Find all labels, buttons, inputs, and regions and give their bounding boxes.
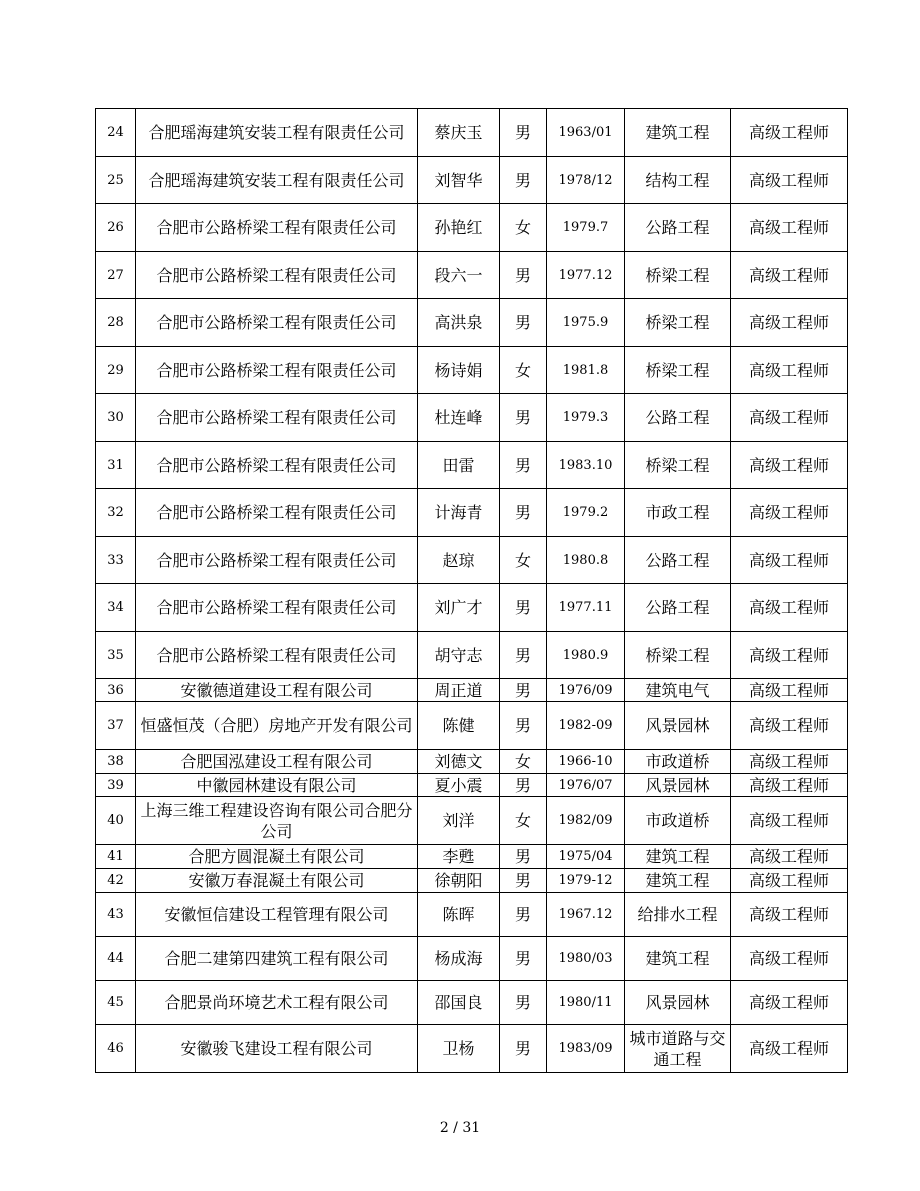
table-row: [96, 774, 848, 797]
professional-title-cell: 高级工程师: [731, 157, 848, 204]
major-cell: 城市道路与交通工程: [625, 1025, 731, 1073]
birth-date-cell: 1983.10: [547, 442, 625, 489]
table-row: [96, 347, 848, 394]
unit-name-cell: 合肥市公路桥梁工程有限责任公司: [136, 584, 418, 632]
table-row: [96, 584, 848, 632]
row-number-cell: 30: [96, 394, 136, 442]
unit-name-cell: 安徽恒信建设工程管理有限公司: [136, 893, 418, 937]
table-row: [96, 157, 848, 204]
table-row: [96, 537, 848, 584]
table-row: [96, 632, 848, 679]
table-row: [96, 750, 848, 774]
professional-title-cell: 高级工程师: [731, 869, 848, 893]
unit-name-cell: 合肥市公路桥梁工程有限责任公司: [136, 347, 418, 394]
gender-cell: 女: [500, 204, 547, 252]
row-number-cell: 32: [96, 489, 136, 537]
gender-cell: 男: [500, 702, 547, 750]
professional-title-cell: 高级工程师: [731, 774, 848, 797]
row-number-cell: 24: [96, 109, 136, 157]
major-cell: 桥梁工程: [625, 299, 731, 347]
person-name-cell: 杨成海: [418, 937, 500, 981]
unit-name-cell: 合肥瑶海建筑安装工程有限责任公司: [136, 109, 418, 157]
roster-table: [95, 108, 848, 1073]
major-cell: 公路工程: [625, 394, 731, 442]
professional-title-cell: 高级工程师: [731, 702, 848, 750]
birth-date-cell: 1979.3: [547, 394, 625, 442]
birth-date-cell: 1980.8: [547, 537, 625, 584]
gender-cell: 女: [500, 797, 547, 845]
unit-name-cell: 合肥市公路桥梁工程有限责任公司: [136, 632, 418, 679]
unit-name-cell: 合肥国泓建设工程有限公司: [136, 750, 418, 774]
person-name-cell: 夏小震: [418, 774, 500, 797]
professional-title-cell: 高级工程师: [731, 489, 848, 537]
person-name-cell: 邵国良: [418, 981, 500, 1025]
major-cell: 建筑电气: [625, 679, 731, 702]
row-number-cell: 40: [96, 797, 136, 845]
person-name-cell: 段六一: [418, 252, 500, 299]
birth-date-cell: 1976/09: [547, 679, 625, 702]
table-row: [96, 981, 848, 1025]
major-cell: 桥梁工程: [625, 252, 731, 299]
gender-cell: 女: [500, 750, 547, 774]
person-name-cell: 刘广才: [418, 584, 500, 632]
major-cell: 桥梁工程: [625, 632, 731, 679]
table-row: [96, 252, 848, 299]
major-cell: 市政工程: [625, 489, 731, 537]
professional-title-cell: 高级工程师: [731, 584, 848, 632]
gender-cell: 男: [500, 1025, 547, 1073]
gender-cell: 男: [500, 845, 547, 869]
unit-name-cell: 合肥市公路桥梁工程有限责任公司: [136, 394, 418, 442]
major-cell: 风景园林: [625, 774, 731, 797]
professional-title-cell: 高级工程师: [731, 893, 848, 937]
table-row: [96, 869, 848, 893]
person-name-cell: 陈健: [418, 702, 500, 750]
row-number-cell: 45: [96, 981, 136, 1025]
row-number-cell: 28: [96, 299, 136, 347]
person-name-cell: 杜连峰: [418, 394, 500, 442]
row-number-cell: 44: [96, 937, 136, 981]
row-number-cell: 31: [96, 442, 136, 489]
unit-name-cell: 合肥市公路桥梁工程有限责任公司: [136, 252, 418, 299]
birth-date-cell: 1980/03: [547, 937, 625, 981]
person-name-cell: 卫杨: [418, 1025, 500, 1073]
person-name-cell: 杨诗娟: [418, 347, 500, 394]
table-row: [96, 937, 848, 981]
table-row: [96, 489, 848, 537]
birth-date-cell: 1982/09: [547, 797, 625, 845]
professional-title-cell: 高级工程师: [731, 1025, 848, 1073]
person-name-cell: 周正道: [418, 679, 500, 702]
row-number-cell: 39: [96, 774, 136, 797]
person-name-cell: 刘洋: [418, 797, 500, 845]
roster-body: [96, 109, 848, 1073]
unit-name-cell: 合肥瑶海建筑安装工程有限责任公司: [136, 157, 418, 204]
gender-cell: 男: [500, 442, 547, 489]
gender-cell: 男: [500, 869, 547, 893]
major-cell: 风景园林: [625, 981, 731, 1025]
professional-title-cell: 高级工程师: [731, 679, 848, 702]
major-cell: 桥梁工程: [625, 347, 731, 394]
birth-date-cell: 1977.12: [547, 252, 625, 299]
person-name-cell: 赵琼: [418, 537, 500, 584]
table-row: [96, 394, 848, 442]
professional-title-cell: 高级工程师: [731, 750, 848, 774]
professional-title-cell: 高级工程师: [731, 981, 848, 1025]
unit-name-cell: 合肥市公路桥梁工程有限责任公司: [136, 299, 418, 347]
unit-name-cell: 安徽德道建设工程有限公司: [136, 679, 418, 702]
gender-cell: 男: [500, 679, 547, 702]
birth-date-cell: 1963/01: [547, 109, 625, 157]
row-number-cell: 46: [96, 1025, 136, 1073]
row-number-cell: 25: [96, 157, 136, 204]
table-row: [96, 797, 848, 845]
table-row: [96, 1025, 848, 1073]
row-number-cell: 35: [96, 632, 136, 679]
row-number-cell: 43: [96, 893, 136, 937]
professional-title-cell: 高级工程师: [731, 347, 848, 394]
major-cell: 建筑工程: [625, 869, 731, 893]
page-number: 2 / 31: [439, 1120, 481, 1136]
gender-cell: 男: [500, 394, 547, 442]
row-number-cell: 36: [96, 679, 136, 702]
person-name-cell: 孙艳红: [418, 204, 500, 252]
major-cell: 公路工程: [625, 537, 731, 584]
unit-name-cell: 中徽园林建设有限公司: [136, 774, 418, 797]
row-number-cell: 37: [96, 702, 136, 750]
table-row: [96, 442, 848, 489]
birth-date-cell: 1979-12: [547, 869, 625, 893]
professional-title-cell: 高级工程师: [731, 252, 848, 299]
major-cell: 市政道桥: [625, 750, 731, 774]
professional-title-cell: 高级工程师: [731, 537, 848, 584]
birth-date-cell: 1975/04: [547, 845, 625, 869]
major-cell: 给排水工程: [625, 893, 731, 937]
row-number-cell: 27: [96, 252, 136, 299]
person-name-cell: 刘德文: [418, 750, 500, 774]
table-row: [96, 204, 848, 252]
gender-cell: 男: [500, 252, 547, 299]
row-number-cell: 38: [96, 750, 136, 774]
row-number-cell: 26: [96, 204, 136, 252]
unit-name-cell: 合肥市公路桥梁工程有限责任公司: [136, 204, 418, 252]
major-cell: 公路工程: [625, 584, 731, 632]
unit-name-cell: 安徽万春混凝土有限公司: [136, 869, 418, 893]
person-name-cell: 蔡庆玉: [418, 109, 500, 157]
major-cell: 建筑工程: [625, 937, 731, 981]
professional-title-cell: 高级工程师: [731, 937, 848, 981]
gender-cell: 女: [500, 347, 547, 394]
professional-title-cell: 高级工程师: [731, 204, 848, 252]
person-name-cell: 李甦: [418, 845, 500, 869]
gender-cell: 男: [500, 981, 547, 1025]
unit-name-cell: 上海三维工程建设咨询有限公司合肥分公司: [136, 797, 418, 845]
row-number-cell: 41: [96, 845, 136, 869]
birth-date-cell: 1978/12: [547, 157, 625, 204]
major-cell: 桥梁工程: [625, 442, 731, 489]
birth-date-cell: 1980.9: [547, 632, 625, 679]
professional-title-cell: 高级工程师: [731, 845, 848, 869]
row-number-cell: 42: [96, 869, 136, 893]
major-cell: 风景园林: [625, 702, 731, 750]
gender-cell: 男: [500, 299, 547, 347]
professional-title-cell: 高级工程师: [731, 394, 848, 442]
major-cell: 公路工程: [625, 204, 731, 252]
birth-date-cell: 1980/11: [547, 981, 625, 1025]
professional-title-cell: 高级工程师: [731, 109, 848, 157]
gender-cell: 男: [500, 157, 547, 204]
major-cell: 市政道桥: [625, 797, 731, 845]
gender-cell: 男: [500, 109, 547, 157]
major-cell: 建筑工程: [625, 845, 731, 869]
birth-date-cell: 1982-09: [547, 702, 625, 750]
birth-date-cell: 1967.12: [547, 893, 625, 937]
professional-title-cell: 高级工程师: [731, 299, 848, 347]
gender-cell: 男: [500, 774, 547, 797]
unit-name-cell: 合肥市公路桥梁工程有限责任公司: [136, 489, 418, 537]
birth-date-cell: 1977.11: [547, 584, 625, 632]
gender-cell: 男: [500, 937, 547, 981]
gender-cell: 男: [500, 893, 547, 937]
birth-date-cell: 1975.9: [547, 299, 625, 347]
table-row: [96, 845, 848, 869]
major-cell: 结构工程: [625, 157, 731, 204]
birth-date-cell: 1979.7: [547, 204, 625, 252]
unit-name-cell: 合肥方圆混凝土有限公司: [136, 845, 418, 869]
gender-cell: 女: [500, 537, 547, 584]
unit-name-cell: 合肥景尚环境艺术工程有限公司: [136, 981, 418, 1025]
major-cell: 建筑工程: [625, 109, 731, 157]
gender-cell: 男: [500, 489, 547, 537]
gender-cell: 男: [500, 584, 547, 632]
table-row: [96, 702, 848, 750]
person-name-cell: 高洪泉: [418, 299, 500, 347]
row-number-cell: 29: [96, 347, 136, 394]
table-row: [96, 679, 848, 702]
birth-date-cell: 1979.2: [547, 489, 625, 537]
birth-date-cell: 1976/07: [547, 774, 625, 797]
person-name-cell: 刘智华: [418, 157, 500, 204]
table-row: [96, 893, 848, 937]
professional-title-cell: 高级工程师: [731, 797, 848, 845]
row-number-cell: 34: [96, 584, 136, 632]
person-name-cell: 计海青: [418, 489, 500, 537]
birth-date-cell: 1966-10: [547, 750, 625, 774]
table-row: [96, 299, 848, 347]
birth-date-cell: 1981.8: [547, 347, 625, 394]
person-name-cell: 田雷: [418, 442, 500, 489]
gender-cell: 男: [500, 632, 547, 679]
unit-name-cell: 合肥二建第四建筑工程有限公司: [136, 937, 418, 981]
unit-name-cell: 合肥市公路桥梁工程有限责任公司: [136, 442, 418, 489]
unit-name-cell: 恒盛恒茂（合肥）房地产开发有限公司: [136, 702, 418, 750]
row-number-cell: 33: [96, 537, 136, 584]
unit-name-cell: 安徽骏飞建设工程有限公司: [136, 1025, 418, 1073]
person-name-cell: 胡守志: [418, 632, 500, 679]
table-row: [96, 109, 848, 157]
professional-title-cell: 高级工程师: [731, 632, 848, 679]
birth-date-cell: 1983/09: [547, 1025, 625, 1073]
unit-name-cell: 合肥市公路桥梁工程有限责任公司: [136, 537, 418, 584]
person-name-cell: 陈晖: [418, 893, 500, 937]
professional-title-cell: 高级工程师: [731, 442, 848, 489]
person-name-cell: 徐朝阳: [418, 869, 500, 893]
